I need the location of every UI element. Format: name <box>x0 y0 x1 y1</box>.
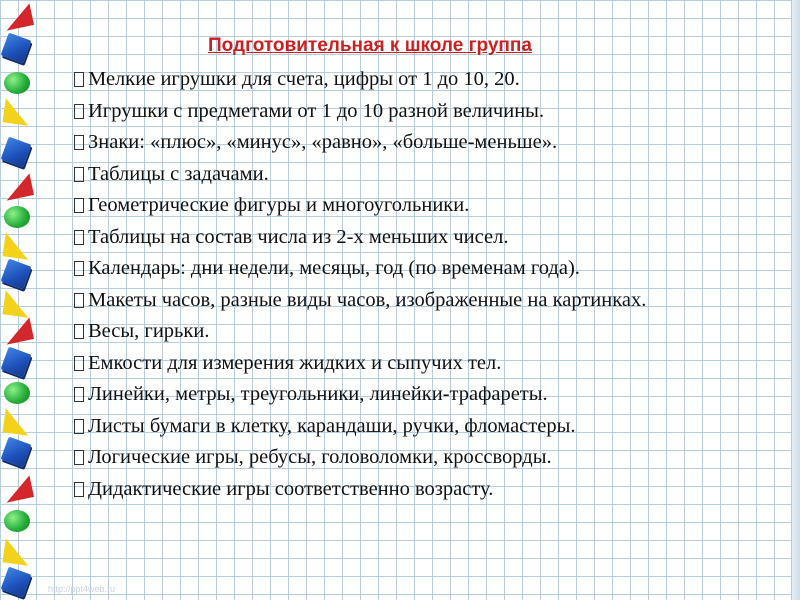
bullet-box-icon <box>74 482 84 497</box>
bullet-box-icon <box>74 450 84 465</box>
yellow-triangle-icon <box>2 290 31 317</box>
red-triangle-icon <box>2 3 34 30</box>
bullet-box-icon <box>74 104 84 119</box>
yellow-triangle-icon <box>2 408 31 435</box>
list-item: Логические игры, ребусы, головоломки, кроссворды. <box>74 442 774 474</box>
yellow-triangle-icon <box>2 232 31 259</box>
page-right-edge <box>791 0 800 600</box>
bullet-box-icon <box>74 419 84 434</box>
bullet-box-icon <box>74 198 84 213</box>
bullet-box-icon <box>74 72 84 87</box>
bullet-box-icon <box>74 387 84 402</box>
blue-cube-icon <box>1 33 32 64</box>
list-item: Календарь: дни недели, месяцы, год (по временам года). <box>74 253 774 285</box>
slide-title: Подготовительная к школе группа <box>208 35 532 56</box>
list-item: Линейки, метры, треугольники, линейки-трафареты. <box>74 379 774 411</box>
blue-cube-icon <box>1 347 32 378</box>
green-ball-icon <box>4 72 30 94</box>
blue-cube-icon <box>1 567 32 598</box>
yellow-triangle-icon <box>2 98 31 125</box>
list-item: Таблицы с задачами. <box>74 159 774 191</box>
bullet-box-icon <box>74 167 84 182</box>
list-item: Весы, гирьки. <box>74 316 774 348</box>
list-item: Листы бумаги в клетку, карандаши, ручки, фломастеры. <box>74 411 774 443</box>
decorative-shape-strip <box>0 0 40 600</box>
bullet-box-icon <box>74 230 84 245</box>
list-item: Емкости для измерения жидких и сыпучих тел. <box>74 348 774 380</box>
equipment-list <box>74 64 774 505</box>
blue-cube-icon <box>1 137 32 168</box>
blue-cube-icon <box>1 259 32 290</box>
bullet-box-icon <box>74 324 84 339</box>
bullet-box-icon <box>74 135 84 150</box>
list-item: Геометрические фигуры и многоугольники. <box>74 190 774 222</box>
blue-cube-icon <box>1 437 32 468</box>
green-ball-icon <box>4 206 30 228</box>
bullet-box-icon <box>74 261 84 276</box>
list-item: Знаки: «плюс», «минус», «равно», «больше-меньше». <box>74 127 774 159</box>
bullet-box-icon <box>74 293 84 308</box>
list-item: Дидактические игры соответственно возрасту. <box>74 474 774 506</box>
slide-content <box>74 34 774 505</box>
green-ball-icon <box>4 382 30 404</box>
red-triangle-icon <box>2 173 34 200</box>
watermark: http://ppt4web.ru <box>48 584 116 594</box>
list-item: Макеты часов, разные виды часов, изображенные на картинках. <box>74 285 774 317</box>
bullet-box-icon <box>74 356 84 371</box>
list-item: Игрушки с предметами от 1 до 10 разной величины. <box>74 96 774 128</box>
yellow-triangle-icon <box>2 538 31 565</box>
green-ball-icon <box>4 510 30 532</box>
red-triangle-icon <box>2 317 34 344</box>
list-item: Мелкие игрушки для счета, цифры от 1 до 10, 20. <box>74 64 774 96</box>
red-triangle-icon <box>2 475 34 502</box>
list-item: Таблицы на состав числа из 2-х меньших чисел. <box>74 222 774 254</box>
